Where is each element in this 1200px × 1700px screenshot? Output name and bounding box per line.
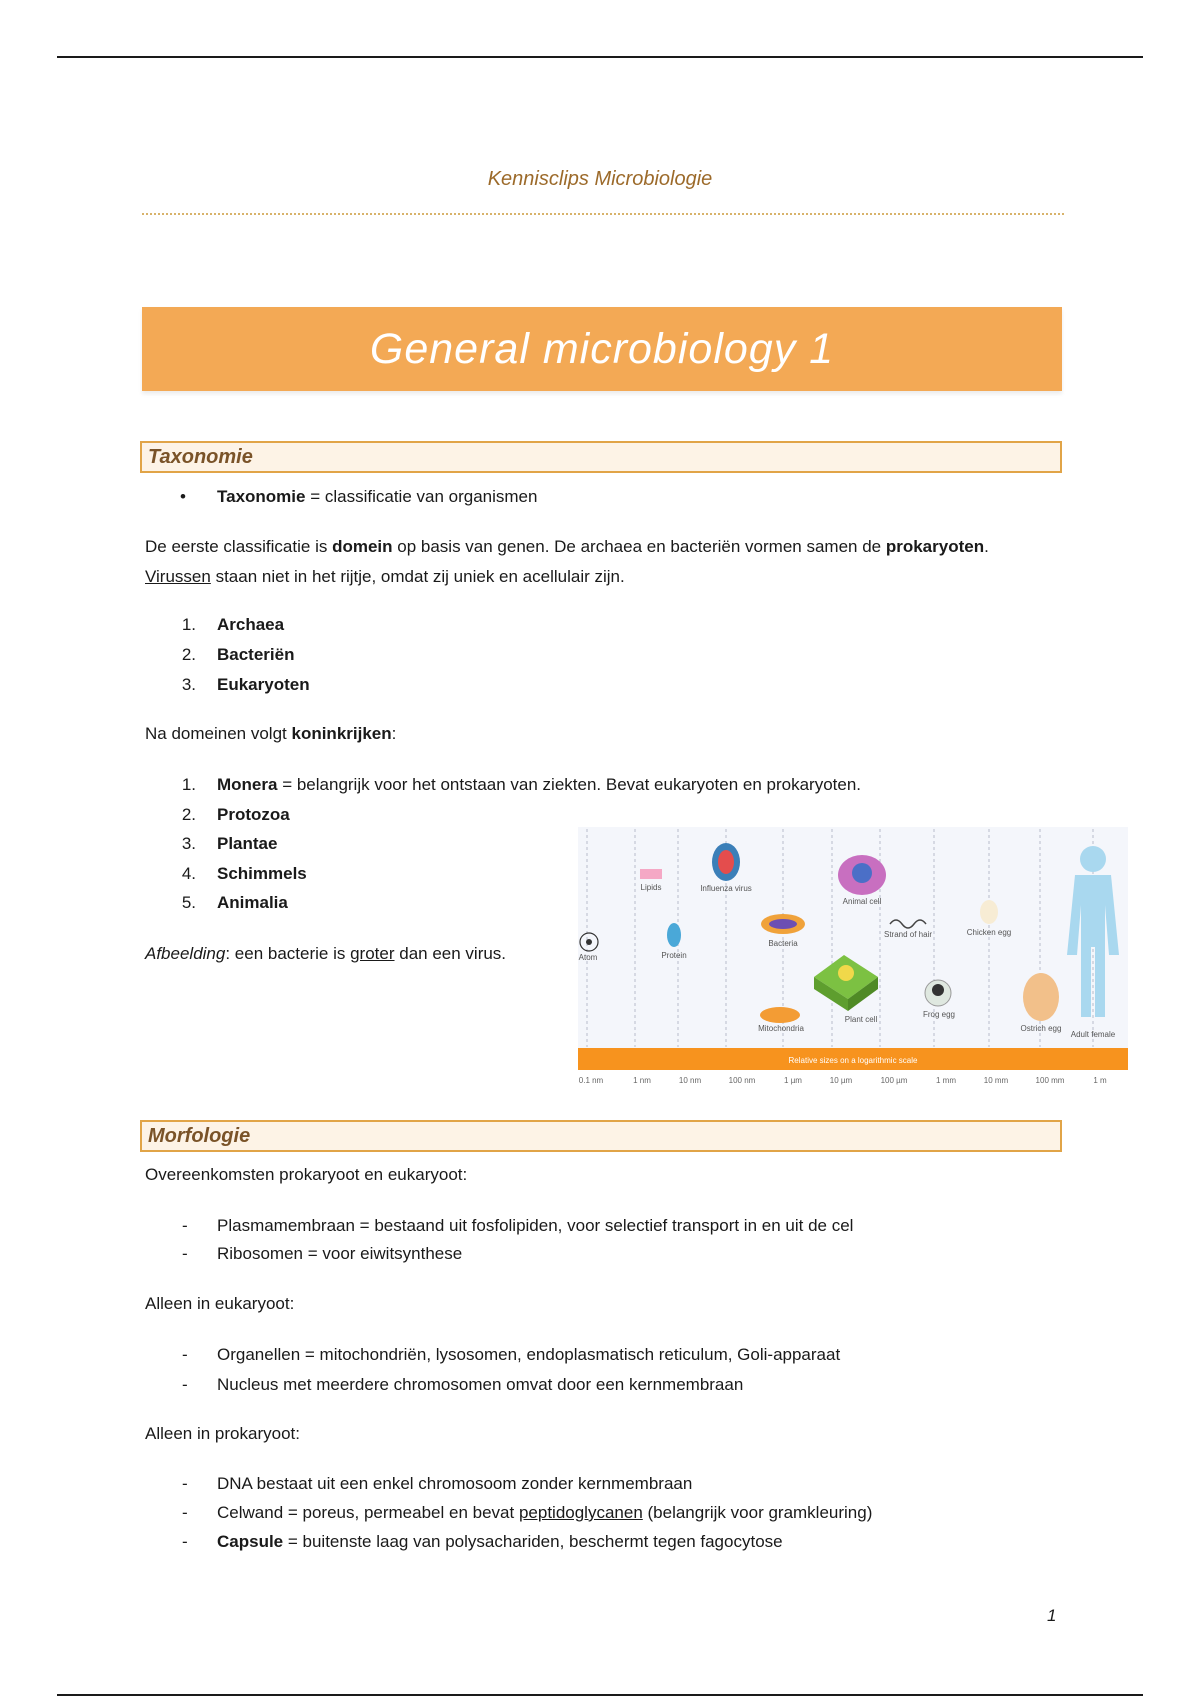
chicken-egg-icon — [980, 900, 998, 924]
label-plant-cell: Plant cell — [844, 1015, 878, 1024]
tick-label: 1 m — [1093, 1076, 1107, 1085]
list-item: Protozoa — [217, 805, 290, 824]
mitochondria-icon — [760, 1007, 800, 1023]
tick-label: 10 mm — [983, 1076, 1009, 1085]
dash-marker: - — [182, 1375, 188, 1394]
list-number: 3. — [181, 675, 196, 694]
list-item: Schimmels — [217, 864, 307, 883]
scale-label: Relative sizes on a logarithmic scale — [788, 1056, 918, 1065]
label-mitochondria: Mitochondria — [758, 1024, 804, 1033]
list-number: 4. — [181, 864, 196, 883]
figure-caption: Afbeelding: een bacterie is groter dan een virus. — [145, 944, 507, 963]
label-virus: Influenza virus — [700, 884, 752, 893]
paragraph-koninkrijken: Na domeinen volgt koninkrijken: — [145, 724, 397, 743]
tick-label: 1 µm — [784, 1076, 802, 1085]
tick-label: 100 mm — [1035, 1076, 1065, 1085]
dash-marker: - — [182, 1474, 188, 1493]
header-divider — [142, 213, 1064, 215]
label-frog-egg: Frog egg — [922, 1010, 956, 1019]
list-number: 3. — [181, 834, 196, 853]
list-number: 1. — [181, 775, 196, 794]
lipids-icon — [640, 869, 662, 879]
label-ostrich-egg: Ostrich egg — [1020, 1024, 1062, 1033]
page-number: 1 — [1047, 1606, 1057, 1625]
scale-ticks — [579, 1076, 1107, 1085]
virus-icon — [712, 843, 740, 881]
ostrich-egg-icon — [1023, 973, 1059, 1021]
tick-label: 10 nm — [678, 1076, 702, 1085]
paragraph-domein: De eerste classificatie is domein op basis van genen. De archaea en bacteriën vormen samen de prokaryoten. — [145, 537, 989, 556]
section-heading-text: Taxonomie — [148, 446, 253, 468]
list-number: 2. — [181, 645, 196, 664]
label-hair: Strand of hair — [883, 930, 933, 939]
list-number: 2. — [181, 805, 196, 824]
tick-label: 1 mm — [936, 1076, 956, 1085]
tick-label: 100 µm — [880, 1076, 908, 1085]
list-item: Nucleus met meerdere chromosomen omvat door een kernmembraan — [217, 1375, 744, 1394]
dash-marker: - — [182, 1244, 188, 1263]
bullet-marker: • — [180, 487, 186, 506]
list-number: 5. — [181, 893, 196, 912]
list-item: Plantae — [217, 834, 278, 853]
list-item: Animalia — [217, 893, 288, 912]
label-adult: Adult female — [1070, 1030, 1116, 1039]
taxonomie-definition: Taxonomie = classificatie van organismen — [217, 487, 538, 506]
label-bacteria: Bacteria — [768, 939, 798, 948]
list-item: DNA bestaat uit een enkel chromosoom zonder kernmembraan — [217, 1474, 693, 1493]
dash-marker: - — [182, 1532, 188, 1551]
list-number: 1. — [181, 615, 196, 634]
intro-overeenkomsten: Overeenkomsten prokaryoot en eukaryoot: — [145, 1165, 468, 1184]
running-header: Kennisclips Microbiologie — [487, 168, 713, 190]
size-scale-illustration — [578, 827, 1128, 1087]
label-lipids: Lipids — [640, 883, 662, 892]
list-item: Monera = belangrijk voor het ontstaan van ziekten. Bevat eukaryoten en prokaryoten. — [217, 775, 862, 794]
section-heading-text: Morfologie — [148, 1125, 251, 1147]
page-title: General microbiology 1 — [142, 307, 1062, 391]
list-item: Eukaryoten — [217, 675, 310, 694]
dash-marker: - — [182, 1345, 188, 1364]
paragraph-virussen: Virussen staan niet in het rijtje, omdat zij uniek en acellulair zijn. — [145, 567, 625, 586]
tick-label: 0.1 nm — [578, 1076, 604, 1085]
list-item: Organellen = mitochondriën, lysosomen, endoplasmatisch reticulum, Goli-apparaat — [217, 1345, 841, 1364]
list-item: Ribosomen = voor eiwitsynthese — [217, 1244, 463, 1263]
label-atom: Atom — [578, 953, 598, 962]
list-item: Capsule = buitenste laag van polysachariden, beschermt tegen fagocytose — [217, 1532, 783, 1551]
dash-marker: - — [182, 1216, 188, 1235]
frog-egg-icon — [925, 980, 951, 1006]
top-rule — [57, 56, 1143, 58]
label-chicken-egg: Chicken egg — [966, 928, 1012, 937]
animal-cell-icon — [838, 855, 886, 895]
section-heading-morfologie — [140, 1120, 1062, 1152]
size-scale-figure — [578, 827, 1128, 1087]
list-item: Plasmamembraan = bestaand uit fosfolipiden, voor selectief transport in en uit de cel — [217, 1216, 854, 1235]
list-item: Celwand = poreus, permeabel en bevat peptidoglycanen (belangrijk voor gramkleuring) — [217, 1503, 873, 1522]
list-item: Bacteriën — [217, 645, 295, 664]
protein-icon — [667, 923, 681, 947]
bottom-rule — [57, 1694, 1143, 1696]
section-heading-taxonomie — [140, 441, 1062, 473]
dash-marker: - — [182, 1503, 188, 1522]
intro-prokaryoot: Alleen in prokaryoot: — [145, 1424, 300, 1443]
tick-label: 100 nm — [728, 1076, 756, 1085]
list-item: Archaea — [217, 615, 285, 634]
tick-label: 10 µm — [829, 1076, 853, 1085]
label-protein: Protein — [661, 951, 687, 960]
intro-eukaryoot: Alleen in eukaryoot: — [145, 1294, 295, 1313]
label-animal-cell: Animal cell — [842, 897, 882, 906]
tick-label: 1 nm — [633, 1076, 651, 1085]
bacteria-icon — [761, 914, 805, 934]
